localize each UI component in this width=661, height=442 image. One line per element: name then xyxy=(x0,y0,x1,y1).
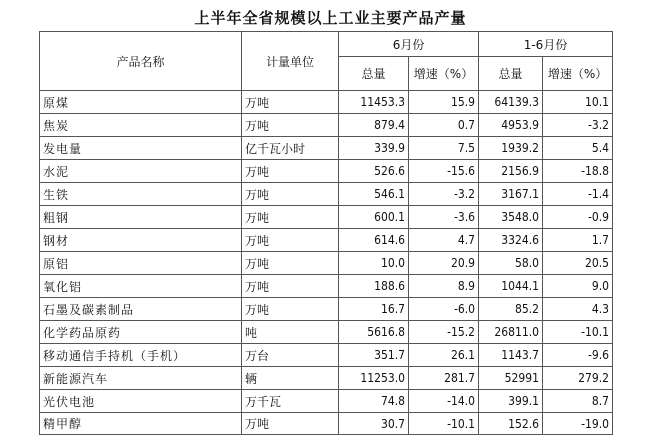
cell-product-name: 发电量 xyxy=(40,137,242,160)
table-row xyxy=(40,91,613,114)
header-ytd: 1-6月份 xyxy=(479,32,613,57)
cell-product-name: 氧化铝 xyxy=(40,275,242,298)
cell-june-total: 74.8 xyxy=(339,390,409,413)
cell-ytd-total: 1143.7 xyxy=(479,344,543,367)
cell-ytd-growth: 279.2 xyxy=(543,367,613,390)
cell-june-total: 11253.0 xyxy=(339,367,409,390)
cell-june-growth: -3.6 xyxy=(409,206,479,229)
cell-ytd-growth: 20.5 xyxy=(543,252,613,275)
cell-june-total: 339.9 xyxy=(339,137,409,160)
cell-ytd-total: 26811.0 xyxy=(479,321,543,344)
cell-product-name: 新能源汽车 xyxy=(40,367,242,390)
cell-ytd-growth: -3.2 xyxy=(543,114,613,137)
cell-june-total: 5616.8 xyxy=(339,321,409,344)
cell-product-name: 生铁 xyxy=(40,183,242,206)
cell-ytd-growth: 9.0 xyxy=(543,275,613,298)
cell-june-growth: 20.9 xyxy=(409,252,479,275)
cell-june-growth: 15.9 xyxy=(409,91,479,114)
table-row xyxy=(40,160,613,183)
cell-june-total: 546.1 xyxy=(339,183,409,206)
cell-ytd-total: 2156.9 xyxy=(479,160,543,183)
cell-june-total: 10.0 xyxy=(339,252,409,275)
table-row xyxy=(40,137,613,160)
cell-product-name: 原煤 xyxy=(40,91,242,114)
table-row xyxy=(40,275,613,298)
cell-ytd-growth: -19.0 xyxy=(543,413,613,435)
cell-ytd-growth: -0.9 xyxy=(543,206,613,229)
cell-june-growth: 281.7 xyxy=(409,367,479,390)
cell-june-total: 30.7 xyxy=(339,413,409,435)
cell-product-name: 精甲醇 xyxy=(40,413,242,435)
cell-ytd-total: 64139.3 xyxy=(479,91,543,114)
table-body xyxy=(40,91,613,435)
cell-june-growth: -15.2 xyxy=(409,321,479,344)
header-unit: 计量单位 xyxy=(242,32,339,91)
cell-product-name: 光伏电池 xyxy=(40,390,242,413)
header-ytd-total: 总量 xyxy=(479,57,543,91)
cell-product-name: 石墨及碳素制品 xyxy=(40,298,242,321)
cell-unit: 万吨 xyxy=(242,298,339,321)
header-ytd-growth: 增速（%） xyxy=(543,57,613,91)
header-product-name: 产品名称 xyxy=(40,32,242,91)
cell-unit: 万吨 xyxy=(242,275,339,298)
cell-unit: 亿千瓦小时 xyxy=(242,137,339,160)
cell-june-total: 879.4 xyxy=(339,114,409,137)
cell-june-growth: -3.2 xyxy=(409,183,479,206)
table-row xyxy=(40,390,613,413)
cell-ytd-growth: -10.1 xyxy=(543,321,613,344)
cell-unit: 吨 xyxy=(242,321,339,344)
table-row xyxy=(40,344,613,367)
cell-unit: 万吨 xyxy=(242,114,339,137)
cell-june-total: 614.6 xyxy=(339,229,409,252)
cell-ytd-total: 85.2 xyxy=(479,298,543,321)
cell-unit: 万千瓦 xyxy=(242,390,339,413)
header-row-1 xyxy=(40,32,613,57)
cell-ytd-total: 58.0 xyxy=(479,252,543,275)
cell-unit: 万吨 xyxy=(242,183,339,206)
production-table xyxy=(39,31,613,435)
cell-unit: 万吨 xyxy=(242,229,339,252)
cell-product-name: 原铝 xyxy=(40,252,242,275)
table-title: 上半年全省规模以上工业主要产品产量 xyxy=(194,9,467,27)
cell-unit: 万吨 xyxy=(242,413,339,435)
cell-ytd-total: 52991 xyxy=(479,367,543,390)
cell-ytd-growth: 4.3 xyxy=(543,298,613,321)
cell-ytd-growth: -9.6 xyxy=(543,344,613,367)
table-row xyxy=(40,321,613,344)
cell-june-total: 188.6 xyxy=(339,275,409,298)
cell-unit: 万吨 xyxy=(242,91,339,114)
cell-ytd-growth: 5.4 xyxy=(543,137,613,160)
header-june: 6月份 xyxy=(339,32,479,57)
cell-ytd-growth: 8.7 xyxy=(543,390,613,413)
cell-unit: 辆 xyxy=(242,367,339,390)
cell-june-growth: -15.6 xyxy=(409,160,479,183)
cell-june-total: 351.7 xyxy=(339,344,409,367)
cell-june-growth: -10.1 xyxy=(409,413,479,435)
cell-ytd-total: 152.6 xyxy=(479,413,543,435)
cell-product-name: 移动通信手持机（手机） xyxy=(40,344,242,367)
table-row xyxy=(40,114,613,137)
cell-june-growth: 0.7 xyxy=(409,114,479,137)
cell-june-growth: -6.0 xyxy=(409,298,479,321)
cell-ytd-total: 3324.6 xyxy=(479,229,543,252)
cell-june-growth: 4.7 xyxy=(409,229,479,252)
table-row xyxy=(40,183,613,206)
header-june-total: 总量 xyxy=(339,57,409,91)
cell-june-growth: 8.9 xyxy=(409,275,479,298)
cell-june-total: 11453.3 xyxy=(339,91,409,114)
cell-ytd-growth: -1.4 xyxy=(543,183,613,206)
cell-ytd-growth: 10.1 xyxy=(543,91,613,114)
cell-june-total: 526.6 xyxy=(339,160,409,183)
table-row xyxy=(40,367,613,390)
cell-unit: 万吨 xyxy=(242,206,339,229)
cell-ytd-total: 399.1 xyxy=(479,390,543,413)
cell-product-name: 化学药品原药 xyxy=(40,321,242,344)
cell-ytd-growth: -18.8 xyxy=(543,160,613,183)
cell-june-growth: 7.5 xyxy=(409,137,479,160)
cell-product-name: 钢材 xyxy=(40,229,242,252)
cell-june-growth: -14.0 xyxy=(409,390,479,413)
cell-product-name: 水泥 xyxy=(40,160,242,183)
cell-unit: 万吨 xyxy=(242,252,339,275)
table-row xyxy=(40,298,613,321)
table-row xyxy=(40,413,613,435)
cell-product-name: 焦炭 xyxy=(40,114,242,137)
cell-ytd-total: 1939.2 xyxy=(479,137,543,160)
table-row xyxy=(40,206,613,229)
cell-ytd-total: 3167.1 xyxy=(479,183,543,206)
cell-ytd-growth: 1.7 xyxy=(543,229,613,252)
header-june-growth: 增速（%） xyxy=(409,57,479,91)
cell-ytd-total: 4953.9 xyxy=(479,114,543,137)
table-row xyxy=(40,252,613,275)
cell-unit: 万台 xyxy=(242,344,339,367)
cell-ytd-total: 3548.0 xyxy=(479,206,543,229)
cell-ytd-total: 1044.1 xyxy=(479,275,543,298)
cell-unit: 万吨 xyxy=(242,160,339,183)
cell-june-total: 16.7 xyxy=(339,298,409,321)
cell-june-growth: 26.1 xyxy=(409,344,479,367)
table-row xyxy=(40,229,613,252)
cell-june-total: 600.1 xyxy=(339,206,409,229)
cell-product-name: 粗钢 xyxy=(40,206,242,229)
